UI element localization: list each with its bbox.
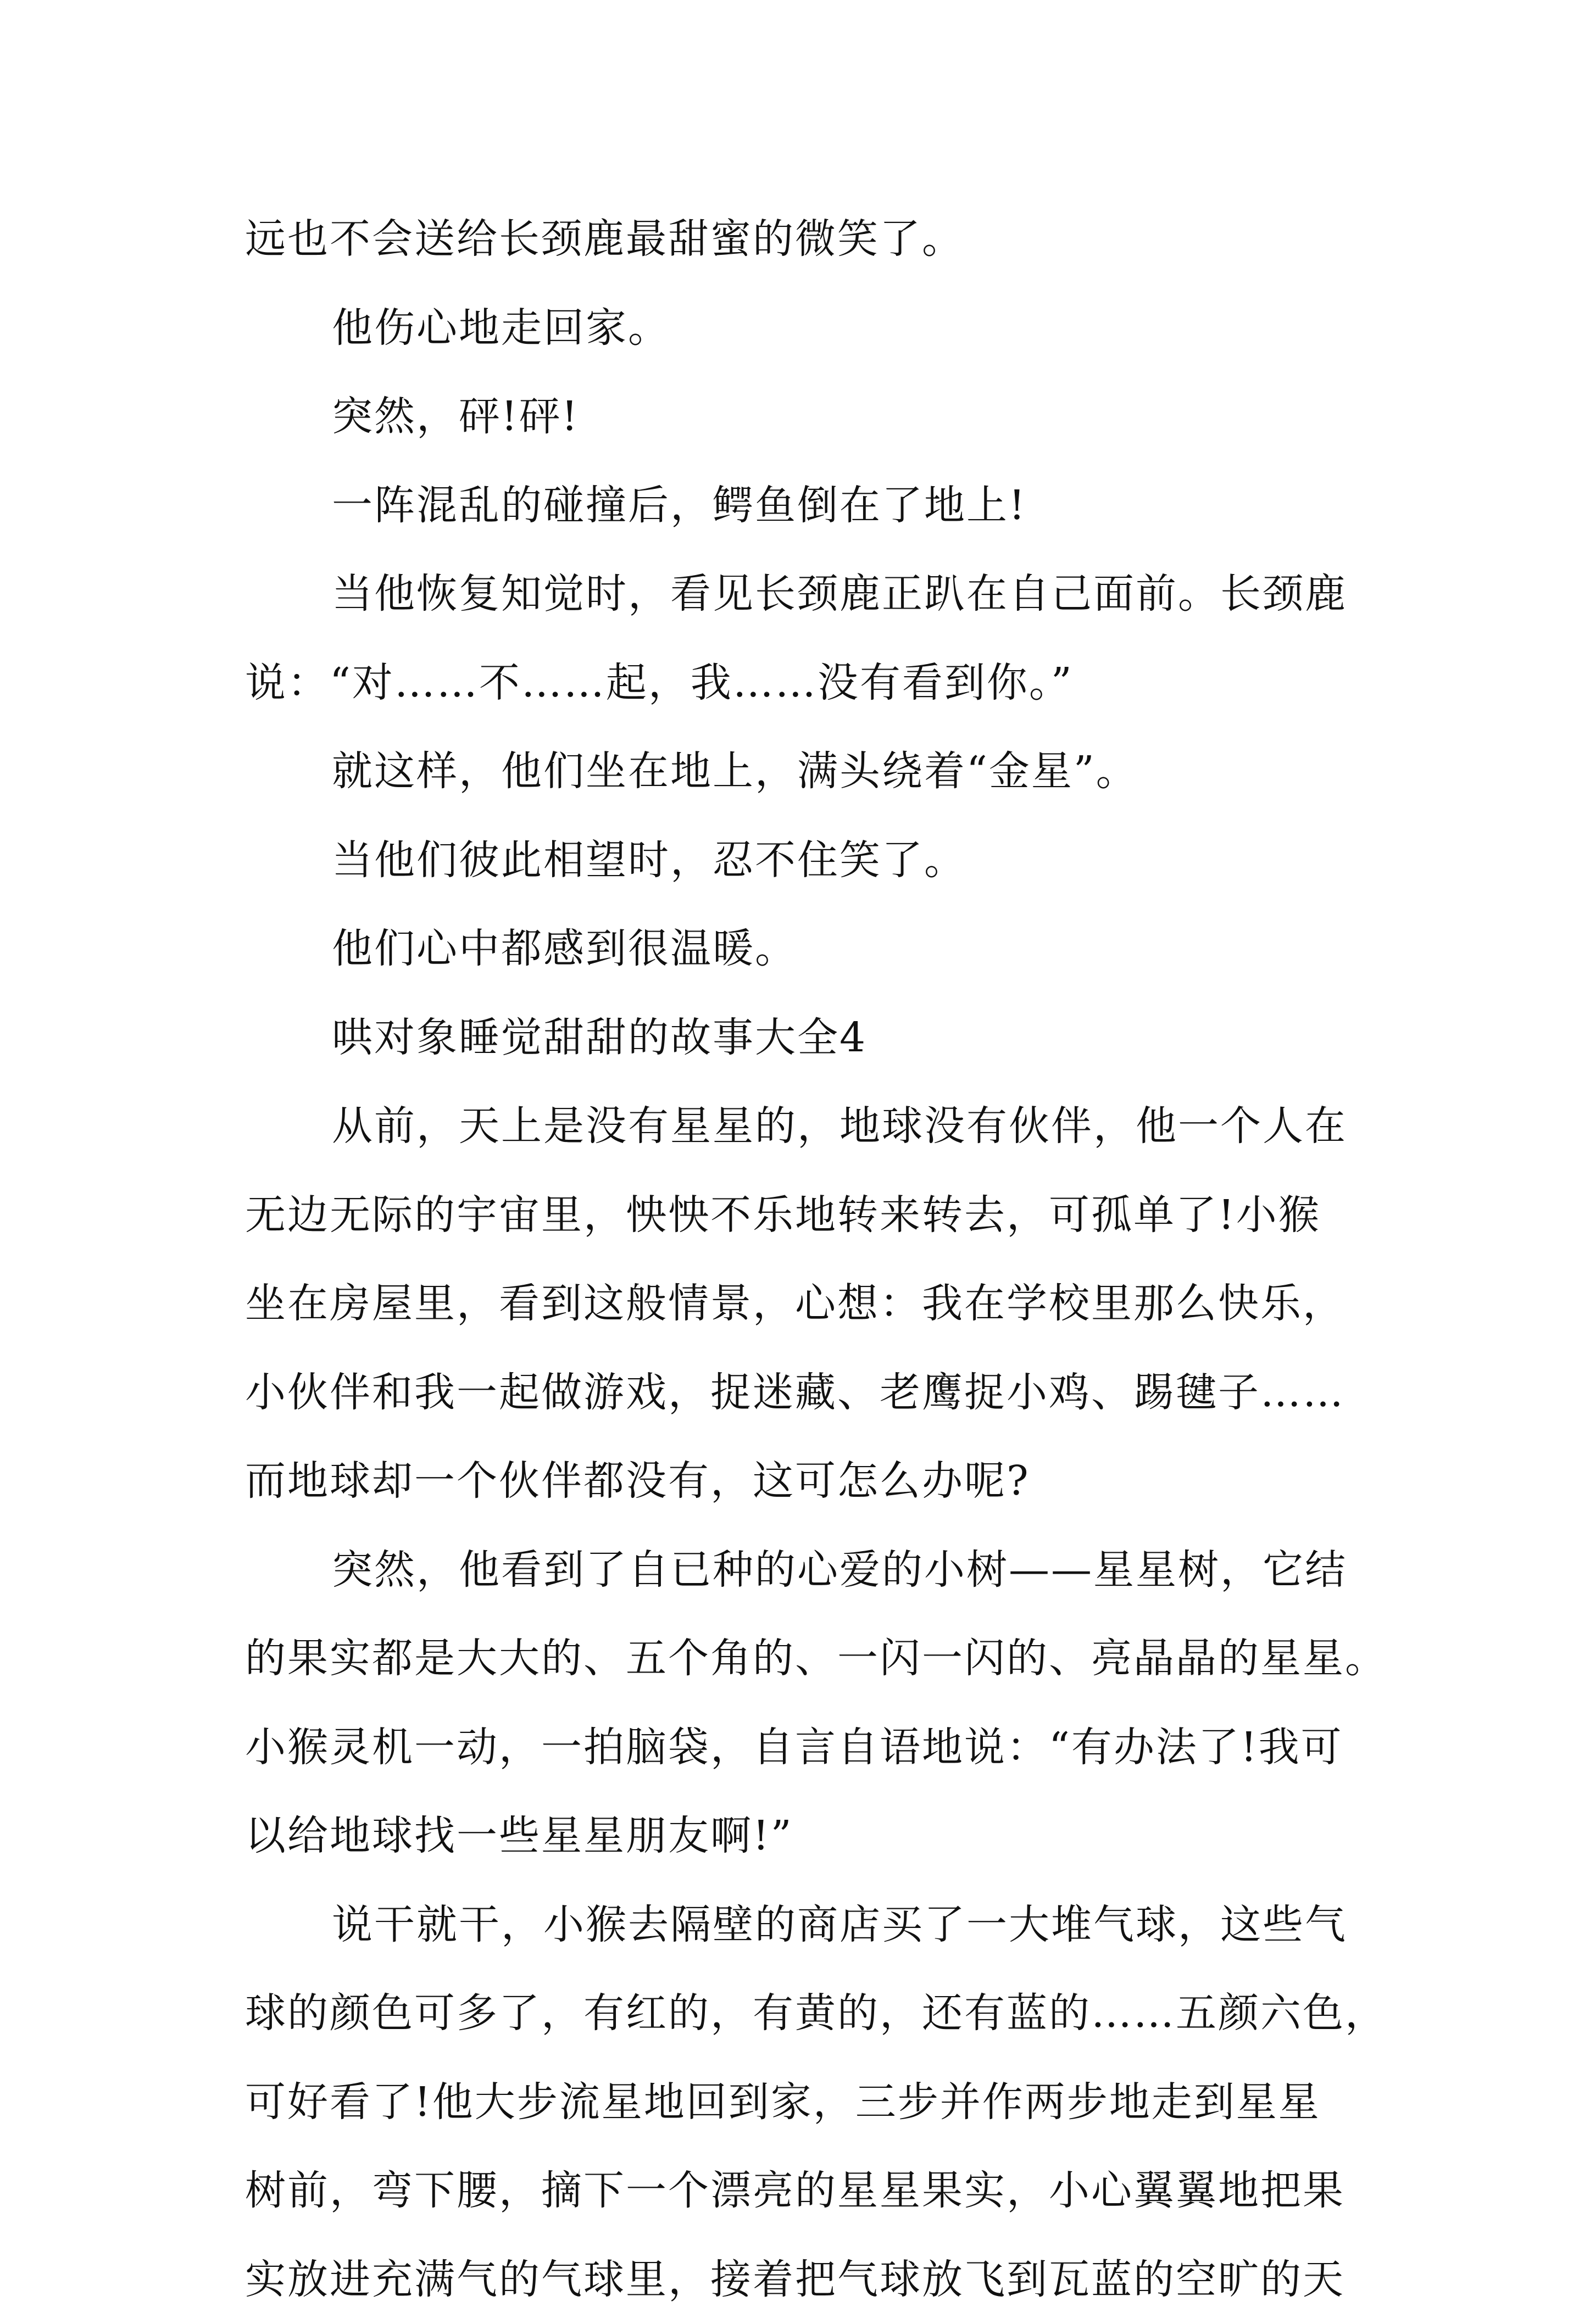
text-line: 突然，砰!砰!: [245, 372, 1360, 461]
text-line: 的果实都是大大的、五个角的、一闪一闪的、亮晶晶的星星。: [245, 1614, 1360, 1703]
text-line: 小伙伴和我一起做游戏，捉迷藏、老鹰捉小鸡、踢毽子……: [245, 1348, 1360, 1437]
text-line: 远也不会送给长颈鹿最甜蜜的微笑了。: [245, 195, 1360, 284]
text-line: 球的颜色可多了，有红的，有黄的，还有蓝的……五颜六色，: [245, 1969, 1360, 2058]
text-line: 说干就干，小猴去隔壁的商店买了一大堆气球，这些气: [245, 1881, 1360, 1970]
text-line: 而地球却一个伙伴都没有，这可怎么办呢?: [245, 1437, 1360, 1526]
text-line: 就这样，他们坐在地上，满头绕着“金星”。: [245, 727, 1360, 816]
text-line: 说：“对……不……起，我……没有看到你。”: [245, 639, 1360, 728]
text-line: 突然，他看到了自已种的心爱的小树——星星树，它结: [245, 1526, 1360, 1615]
text-line: 坐在房屋里，看到这般情景，心想：我在学校里那么快乐，: [245, 1259, 1360, 1348]
text-line: 小猴灵机一动，一拍脑袋，自言自语地说：“有办法了!我可: [245, 1703, 1360, 1792]
text-line: 一阵混乱的碰撞后，鳄鱼倒在了地上!: [245, 461, 1360, 550]
text-line: 可好看了!他大步流星地回到家，三步并作两步地走到星星: [245, 2058, 1360, 2147]
text-line: 树前，弯下腰，摘下一个漂亮的星星果实，小心翼翼地把果: [245, 2147, 1360, 2236]
text-line: 以给地球找一些星星朋友啊!”: [245, 1792, 1360, 1881]
text-line: 他伤心地走回家。: [245, 284, 1360, 373]
text-line: 当他们彼此相望时，忍不住笑了。: [245, 816, 1360, 905]
text-line: 无边无际的宇宙里，怏怏不乐地转来转去，可孤单了!小猴: [245, 1171, 1360, 1260]
body-text: [245, 195, 1360, 2324]
text-line: 当他恢复知觉时，看见长颈鹿正趴在自己面前。长颈鹿: [245, 550, 1360, 639]
text-line: 实放进充满气的气球里，接着把气球放飞到瓦蓝的空旷的天: [245, 2236, 1360, 2324]
section-heading: 哄对象睡觉甜甜的故事大全4: [245, 994, 1360, 1083]
text-line: 他们心中都感到很温暖。: [245, 905, 1360, 994]
text-line: 从前，天上是没有星星的，地球没有伙伴，他一个人在: [245, 1082, 1360, 1171]
